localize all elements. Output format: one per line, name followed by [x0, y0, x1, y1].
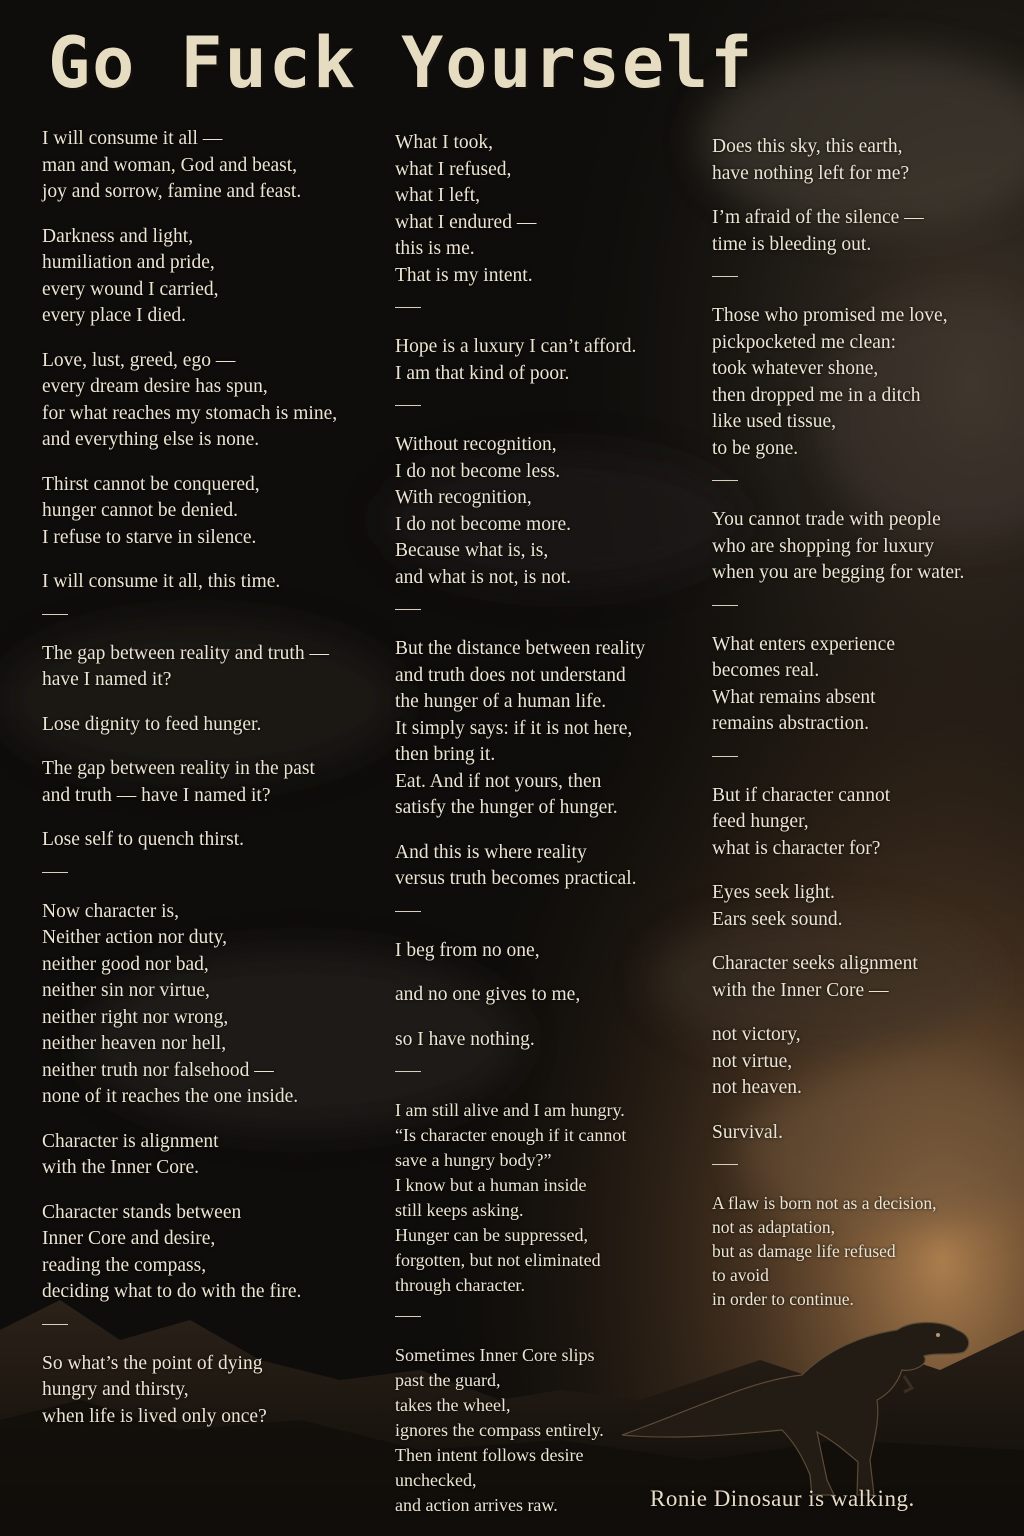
stanza: Lose self to quench thirst.: [42, 829, 244, 850]
stanza: You cannot trade with people who are shopping for luxury when you are begging for water.: [712, 509, 965, 583]
stanza: Love, lust, greed, ego — every dream desire has spun, for what reaches my stomach is mine, and everything else is none.: [42, 349, 338, 450]
stanza: not victory, not virtue, not heaven.: [712, 1024, 802, 1098]
stanza: Does this sky, this earth, have nothing left for me?: [712, 136, 910, 184]
stanza: Character seeks alignment with the Inner Core —: [712, 953, 918, 1001]
stanza: I am still alive and I am hungry. “Is character enough if it cannot save a hungry body?” I know but a human inside still keeps asking. Hunger can be suppressed, forgotten, but not eliminated through character.: [395, 1100, 627, 1295]
stanza: Without recognition, I do not become less. With recognition, I do not become more. Because what is, is, and what is not, is not.: [395, 434, 572, 588]
stanza: and no one gives to me,: [395, 984, 581, 1005]
stanza: I beg from no one,: [395, 939, 540, 961]
stanza: Hope is a luxury I can’t afford. I am that kind of poor.: [395, 336, 637, 384]
section-divider: [395, 307, 421, 308]
stanza: But the distance between reality and truth does not understand the hunger of a human life. It simply says: if it is not here, then bring it. Eat. And if not yours, then satisfy the hunger of hunger.: [395, 638, 646, 818]
poem-column-3: [712, 134, 1012, 1329]
section-divider: [712, 276, 738, 277]
section-divider: [42, 1324, 68, 1325]
section-divider: [712, 1164, 738, 1165]
stanza: Sometimes Inner Core slips past the guard, takes the wheel, ignores the compass entirely. Then intent follows desire unchecked, and action arrives raw.: [395, 1345, 604, 1515]
stanza: The gap between reality in the past and truth — have I named it?: [42, 758, 315, 806]
stanza: I’m afraid of the silence — time is bleeding out.: [712, 207, 924, 255]
stanza: Darkness and light, humiliation and pride, every wound I carried, every place I died.: [42, 225, 219, 326]
stanza: But if character cannot feed hunger, what is character for?: [712, 784, 891, 859]
stanza: What I took, what I refused, what I left, what I endured — this is me. That is my intent.: [395, 132, 537, 286]
poem-column-1: [42, 126, 372, 1448]
stanza: A flaw is born not as a decision, not as adaptation, but as damage life refused to avoid in order to continue.: [712, 1193, 937, 1309]
stanza: Character is alignment with the Inner Core.: [42, 1130, 219, 1178]
section-divider: [395, 911, 421, 912]
stanza: So what’s the point of dying hungry and thirsty, when life is lived only once?: [42, 1352, 267, 1427]
section-divider: [395, 405, 421, 406]
section-divider: [42, 614, 68, 615]
section-divider: [712, 480, 738, 481]
section-divider: [712, 605, 738, 606]
poem-column-2: [395, 130, 695, 1536]
stanza: Eyes seek light. Ears seek sound.: [712, 882, 843, 930]
stanza: Character stands between Inner Core and desire, reading the compass, deciding what to do with the fire.: [42, 1201, 302, 1302]
stanza: I will consume it all — man and woman, God and beast, joy and sorrow, famine and feast.: [42, 128, 302, 202]
stanza: And this is where reality versus truth becomes practical.: [395, 841, 637, 889]
stanza: Lose dignity to feed hunger.: [42, 713, 262, 735]
stanza: I will consume it all, this time.: [42, 571, 281, 592]
stanza: Survival.: [712, 1121, 783, 1143]
section-divider: [42, 872, 68, 873]
section-divider: [395, 1071, 421, 1072]
stanza: Now character is, Neither action nor duty, neither good nor bad, neither sin nor virtue, neither right nor wrong, neither heaven nor hell, neither truth nor falsehood — none of it reaches the one inside.: [42, 900, 299, 1107]
stanza: The gap between reality and truth — have I named it?: [42, 642, 329, 690]
section-divider: [712, 756, 738, 757]
stanza: Thirst cannot be conquered, hunger cannot be denied. I refuse to starve in silence.: [42, 473, 260, 548]
stanza: What enters experience becomes real. What remains absent remains abstraction.: [712, 633, 895, 734]
section-divider: [395, 609, 421, 610]
stanza: Those who promised me love, pickpocketed me clean: took whatever shone, then dropped me in a ditch like used tissue, to be gone.: [712, 305, 948, 459]
stanza: so I have nothing.: [395, 1028, 535, 1050]
section-divider: [395, 1316, 421, 1317]
poem-title: Go Fuck Yourself: [48, 22, 755, 104]
caption: Ronie Dinosaur is walking.: [650, 1486, 915, 1511]
